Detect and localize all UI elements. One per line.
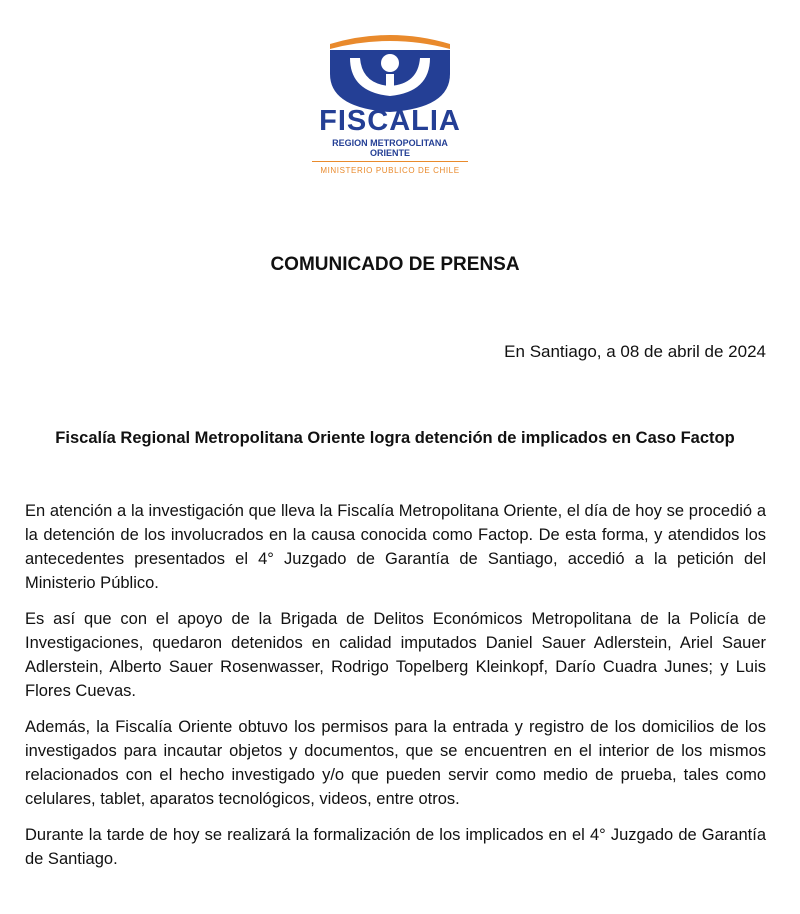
logo-divider	[312, 161, 468, 162]
fiscalia-logo	[290, 30, 510, 182]
logo-ministry-line: MINISTERIO PUBLICO DE CHILE	[320, 166, 460, 175]
dateline: En Santiago, a 08 de abril de 2024	[504, 342, 766, 361]
press-body	[25, 499, 766, 883]
body-paragraph: En atención a la investigación que lleva la Fiscalía Metropolitana Oriente, el día de hoy se procedió a la detención de los involucrados en la causa conocida como Factop. De esta forma, y atendidos los antecedentes presentados el 4° Juzgado de Garantía de Santiago, accedió a la petición del Ministerio Público.	[25, 502, 766, 592]
body-paragraph: Es así que con el apoyo de la Brigada de Delitos Económicos Metropolitana de la Policía de Investigaciones, quedaron detenidos en calidad imputados Daniel Sauer Adlerstein, Ariel Sauer Adlerstein, Alberto Sauer Rosenwasser, Rodrigo Topelberg Kleinkopf, Darío Cuadra Junes; y Luis Flores Cuevas.	[25, 610, 766, 700]
fiscalia-emblem-icon	[324, 30, 456, 112]
document-title: COMUNICADO DE PRENSA	[270, 254, 520, 275]
press-headline: Fiscalía Regional Metropolitana Oriente logra detención de implicados en Caso Factop	[55, 429, 735, 447]
logo-region-line: REGION METROPOLITANA	[332, 138, 448, 148]
logo-wordmark: FISCALIA	[319, 105, 461, 137]
emblem-head	[381, 54, 399, 72]
body-paragraph: Además, la Fiscalía Oriente obtuvo los permisos para la entrada y registro de los domicilios de los investigados para incautar objetos y documentos, que se encuentren en el interior de los mismos relacionados con el hecho investigado y/o que pueden servir como medio de prueba, tales como celulares, tablet, aparatos tecnológicos, videos, entre otros.	[25, 718, 766, 808]
emblem-orange-arc	[330, 35, 450, 49]
logo-zone-line: ORIENTE	[369, 148, 410, 158]
body-paragraph: Durante la tarde de hoy se realizará la formalización de los implicados en el 4° Juzgado de Garantía de Santiago.	[25, 826, 766, 868]
emblem-stem	[386, 74, 394, 88]
